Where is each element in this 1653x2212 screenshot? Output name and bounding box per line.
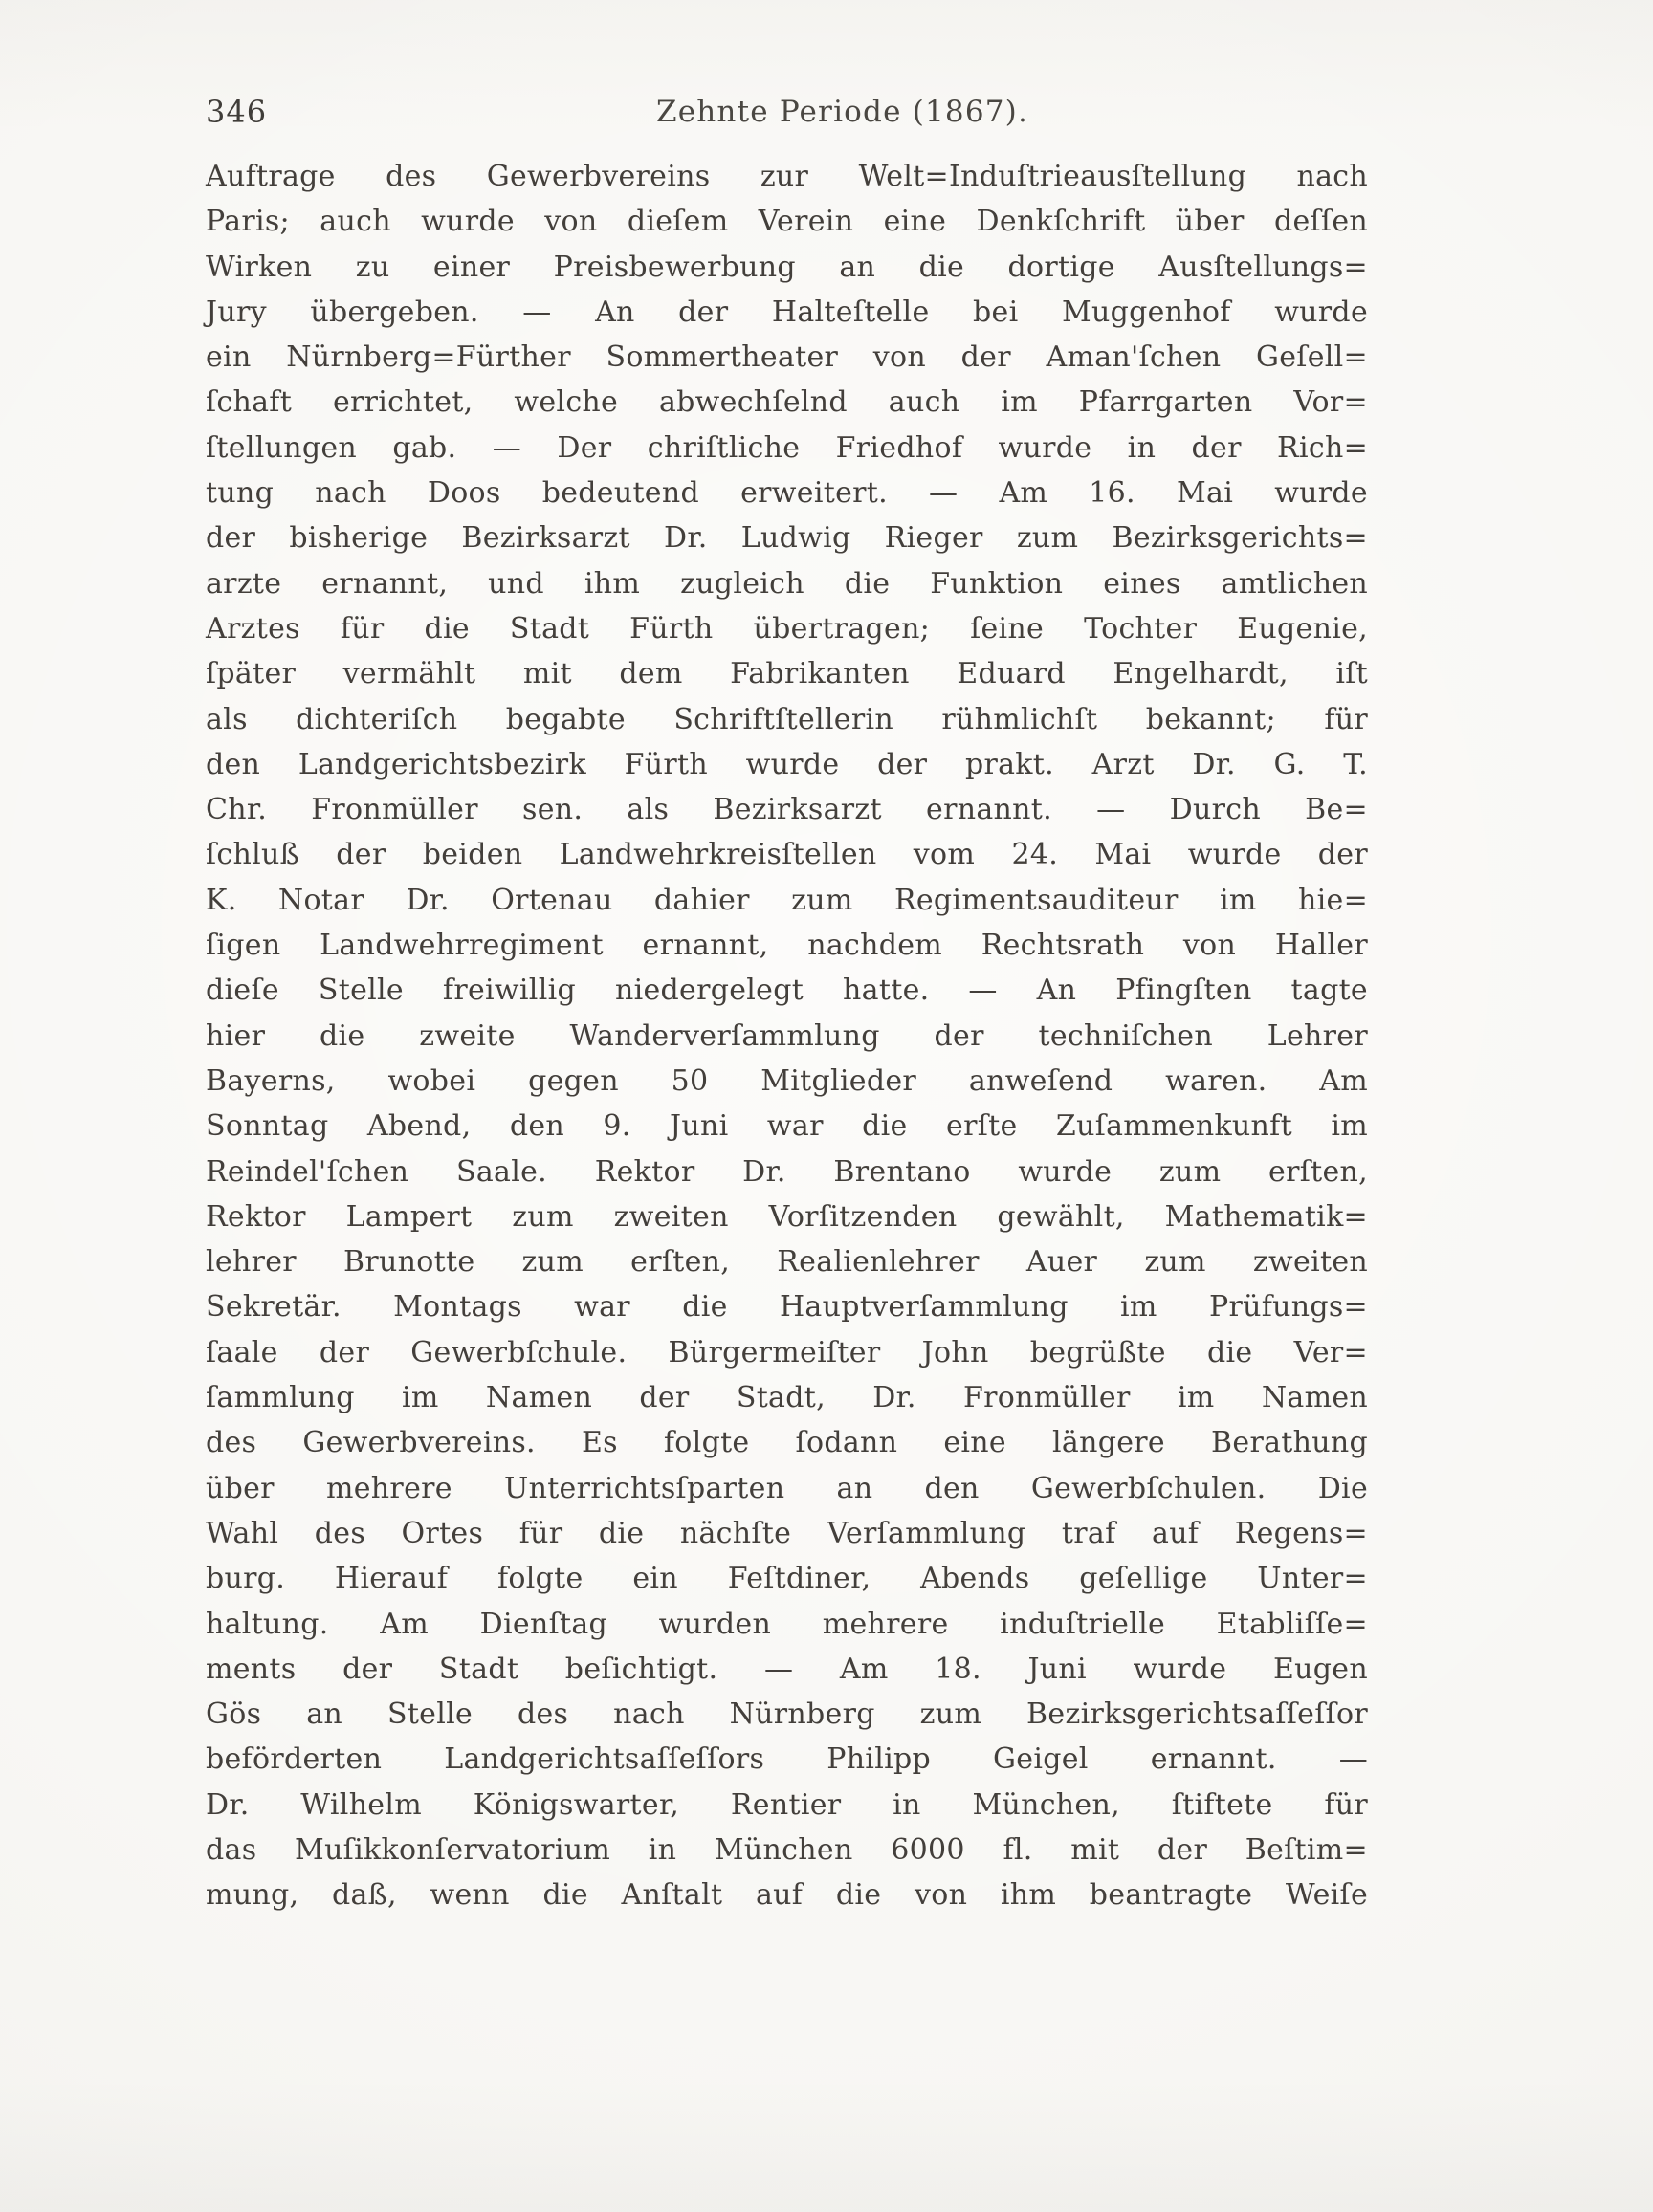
text-line: Jury übergeben. — An der Halteſtelle bei Muggenhof wurde bbox=[206, 295, 1368, 329]
text-line: Bayerns, wobei gegen 50 Mitglieder anweſend waren. Am bbox=[206, 1063, 1368, 1098]
running-head: Zehnte Periode (1867). bbox=[655, 95, 1029, 129]
page-header bbox=[206, 94, 1368, 138]
text-line: Paris; auch wurde von dieſem Verein eine Denkſchrift über deſſen bbox=[206, 205, 1368, 239]
text-line: mung, daß, wenn die Anſtalt auf die von ihm beantragte Weiſe bbox=[206, 1878, 1368, 1913]
text-line: haltung. Am Dienſtag wurden mehrere induſtrielle Etabliſſe= bbox=[206, 1607, 1368, 1641]
text-line: ein Nürnberg=Fürther Sommertheater von der Aman'ſchen Geſell= bbox=[206, 340, 1368, 375]
text-line: Arztes für die Stadt Fürth übertragen; ſeine Tochter Eugenie, bbox=[206, 611, 1368, 646]
text-line: Dr. Wilhelm Königswarter, Rentier in München, ſtiftete für bbox=[206, 1787, 1368, 1822]
page-body bbox=[206, 154, 1368, 1918]
page-number: 346 bbox=[206, 94, 268, 130]
text-line: Reindel'ſchen Saale. Rektor Dr. Brentano wurde zum erſten, bbox=[206, 1154, 1368, 1189]
text-line: lehrer Brunotte zum erſten, Realienlehrer Auer zum zweiten bbox=[206, 1245, 1368, 1280]
text-line: ments der Stadt beſichtigt. — Am 18. Juni wurde Eugen bbox=[206, 1652, 1368, 1686]
text-line: ſaale der Gewerbſchule. Bürgermeiſter John begrüßte die Ver= bbox=[206, 1335, 1368, 1369]
text-line: Gös an Stelle des nach Nürnberg zum Bezirksgerichtsaſſeſſor bbox=[206, 1697, 1368, 1732]
text-line: Auftrage des Gewerbvereins zur Welt=Induſtrieausſtellung nach bbox=[206, 160, 1368, 193]
text-line: ſtellungen gab. — Der chriſtliche Friedhof wurde in der Rich= bbox=[206, 430, 1368, 465]
text-line: als dichteriſch begabte Schriftſtellerin rühmlichſt bekannt; für bbox=[206, 702, 1368, 736]
text-line: burg. Hierauf folgte ein Feſtdiner, Abends geſellige Unter= bbox=[206, 1562, 1368, 1596]
text-line: ſigen Landwehrregiment ernannt, nachdem Rechtsrath von Haller bbox=[206, 929, 1368, 963]
text-line: des Gewerbvereins. Es folgte ſodann eine längere Berathung bbox=[206, 1426, 1368, 1460]
text-line: Sonntag Abend, den 9. Juni war die erſte Zuſammenkunft im bbox=[206, 1109, 1368, 1144]
text-line: ſammlung im Namen der Stadt, Dr. Fronmüller im Namen bbox=[206, 1381, 1368, 1415]
text-line: beförderten Landgerichtsaſſeſſors Philipp Geigel ernannt. — bbox=[206, 1742, 1368, 1777]
text-line: ſchaft errichtet, welche abwechſelnd auch im Pfarrgarten Vor= bbox=[206, 385, 1368, 420]
text-line: über mehrere Unterrichtsſparten an den Gewerbſchulen. Die bbox=[206, 1471, 1368, 1505]
text-line: hier die zweite Wanderverſammlung der techniſchen Lehrer bbox=[206, 1018, 1368, 1053]
text-line: den Landgerichtsbezirk Fürth wurde der prakt. Arzt Dr. G. T. bbox=[206, 747, 1368, 781]
text-line: das Muſikkonſervatorium in München 6000 fl. mit der Beſtim= bbox=[206, 1832, 1368, 1867]
text-line: ſpäter vermählt mit dem Fabrikanten Eduard Engelhardt, iſt bbox=[206, 657, 1368, 691]
text-line: der bisherige Bezirksarzt Dr. Ludwig Rieger zum Bezirksgerichts= bbox=[206, 521, 1368, 556]
text-line: Chr. Fronmüller sen. als Bezirksarzt ernannt. — Durch Be= bbox=[206, 793, 1368, 827]
text-line: arzte ernannt, und ihm zugleich die Funktion eines amtlichen bbox=[206, 566, 1368, 601]
text-line: Wirken zu einer Preisbewerbung an die dortige Ausſtellungs= bbox=[206, 250, 1368, 284]
text-line: tung nach Doos bedeutend erweitert. — Am 16. Mai wurde bbox=[206, 476, 1368, 511]
text-line: ſchluß der beiden Landwehrkreisſtellen vom 24. Mai wurde der bbox=[206, 838, 1368, 872]
text-line: Sekretär. Montags war die Hauptverſammlung im Prüfungs= bbox=[206, 1290, 1368, 1325]
text-line: Rektor Lampert zum zweiten Vorſitzenden gewählt, Mathematik= bbox=[206, 1199, 1368, 1234]
text-line: dieſe Stelle freiwillig niedergelegt hatte. — An Pfingſten tagte bbox=[206, 974, 1368, 1008]
text-line: Wahl des Ortes für die nächſte Verſammlung traf auf Regens= bbox=[206, 1516, 1368, 1550]
text-line: K. Notar Dr. Ortenau dahier zum Regimentsauditeur im hie= bbox=[206, 883, 1368, 917]
